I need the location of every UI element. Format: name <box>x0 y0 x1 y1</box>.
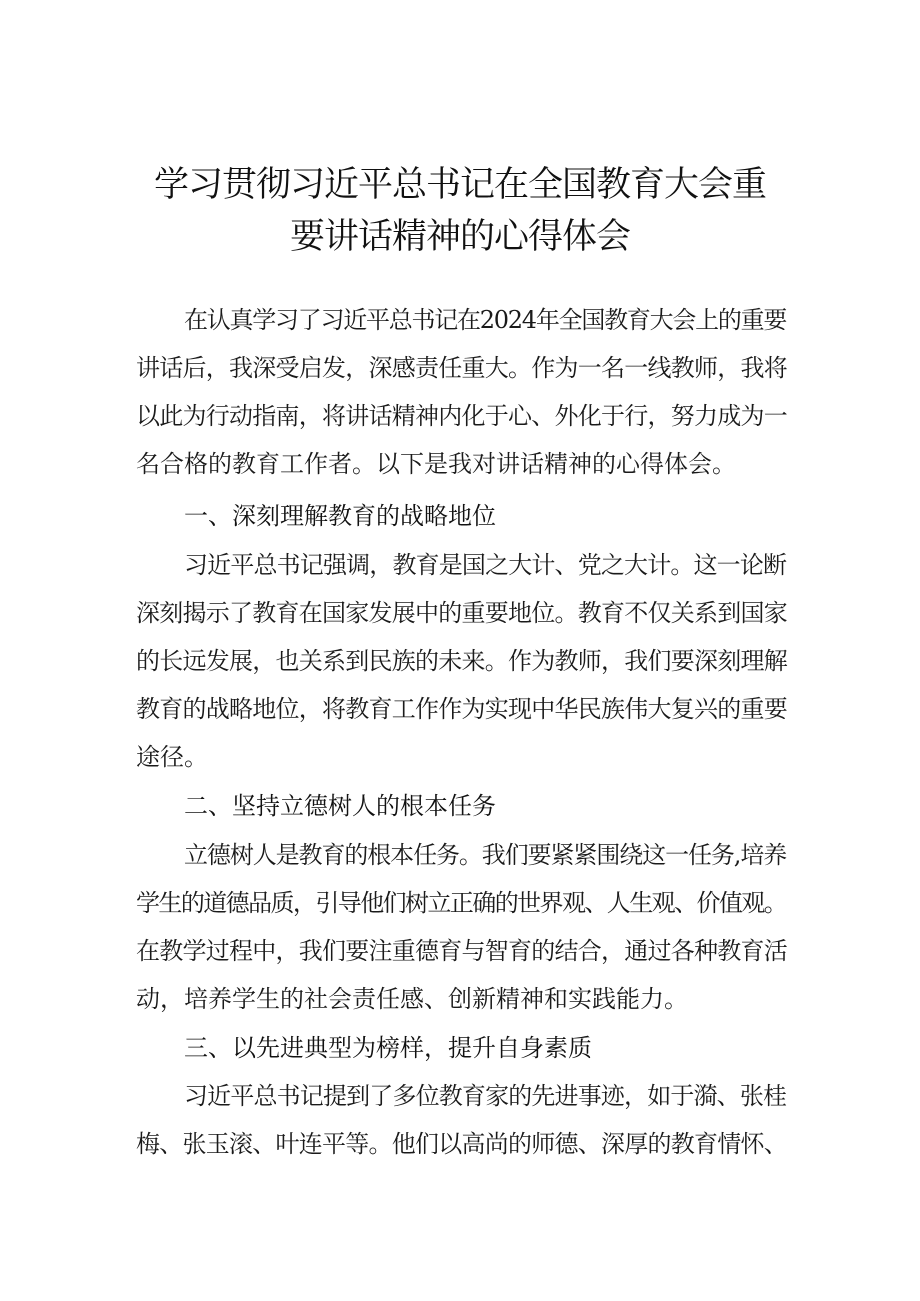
section-line: 梅、张玉滚、叶连平等。他们以高尚的师德、深厚的教育情怀、 <box>136 1130 787 1158</box>
section-heading: 一、深刻理解教育的战略地位 <box>184 502 496 530</box>
intro-line: 名合格的教育工作者。以下是我对讲话精神的心得体会。 <box>136 450 736 478</box>
section-line: 习近平总书记提到了多位教育家的先进事迹，如于漪、张桂 <box>184 1082 786 1110</box>
intro-line: 以此为行动指南，将讲话精神内化于心、外化于行，努力成为一 <box>136 402 787 430</box>
section-line: 深刻揭示了教育在国家发展中的重要地位。教育不仅关系到国家 <box>136 599 787 627</box>
document-title-line-1: 学习贯彻习近平总书记在全国教育大会重 <box>153 165 766 205</box>
section-line: 途径。 <box>136 743 208 771</box>
section-line: 教育的战略地位，将教育工作作为实现中华民族伟大复兴的重要 <box>136 695 787 723</box>
section-line: 学生的道德品质，引导他们树立正确的世界观、人生观、价值观。 <box>136 889 786 917</box>
section-heading: 三、以先进典型为榜样，提升自身素质 <box>184 1034 592 1062</box>
section-line: 立德树人是教育的根本任务。我们要紧紧围绕这一任务,培养 <box>184 841 786 869</box>
section-line: 的长远发展，也关系到民族的未来。作为教师，我们要深刻理解 <box>136 647 787 675</box>
intro-line: 讲话后，我深受启发，深感责任重大。作为一名一线教师，我将 <box>136 354 787 382</box>
section-line: 在教学过程中，我们要注重德育与智育的结合，通过各种教育活 <box>136 937 787 965</box>
document-title-line-2: 要讲话精神的心得体会 <box>289 217 630 257</box>
section-line: 动，培养学生的社会责任感、创新精神和实践能力。 <box>136 985 688 1013</box>
intro-line: 在认真学习了习近平总书记在2024年全国教育大会上的重要 <box>184 306 787 334</box>
section-line: 习近平总书记强调，教育是国之大计、党之大计。这一论断 <box>184 551 786 579</box>
section-heading: 二、坚持立德树人的根本任务 <box>184 792 496 820</box>
